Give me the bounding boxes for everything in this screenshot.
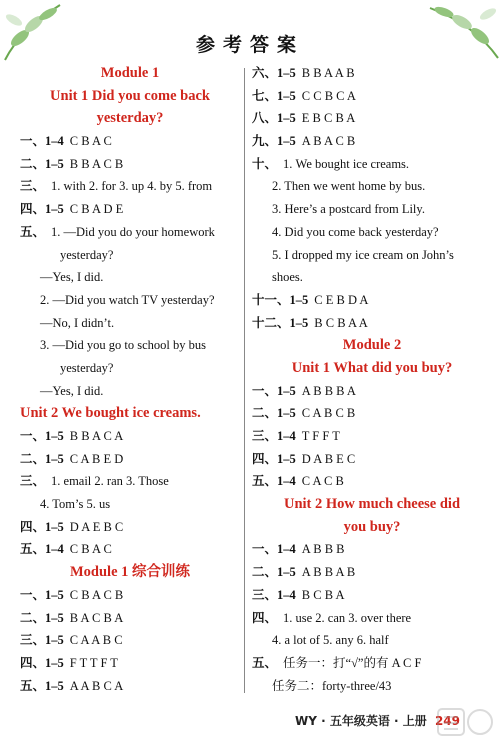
answer-line: —No, I didn’t. — [40, 315, 115, 330]
answer-line: 任务二：forty-three/43 — [272, 678, 392, 693]
answer-text: A A B C A — [69, 678, 124, 693]
answer-row — [20, 652, 240, 675]
answer-text: F T T F T — [69, 655, 118, 670]
page-title: 参考答案 — [195, 34, 304, 56]
answer-row — [252, 380, 492, 403]
question-label: 一、1–4 — [20, 134, 64, 149]
answer-line: 4. a lot of 5. any 6. half — [272, 633, 389, 648]
footer-book-info: WY · 五年级英语 · 上册 — [294, 714, 427, 728]
question-label: 二、1–5 — [252, 406, 296, 421]
section-heading: Unit 1 Did you come back — [50, 87, 210, 104]
answer-text: E B C B A — [301, 111, 356, 126]
answer-text: 1. —Did you do your homework — [51, 224, 215, 239]
answer-row — [252, 130, 492, 153]
answer-row — [20, 221, 240, 244]
answer-text: D A E B C — [69, 519, 124, 534]
answer-line: —Yes, I did. — [40, 270, 104, 285]
answer-text: B C B A A — [314, 315, 368, 330]
page-number: 249 — [434, 714, 460, 728]
answer-row — [252, 402, 492, 425]
question-label: 三、 — [20, 179, 46, 194]
answer-text: C B A C — [69, 542, 112, 557]
question-label: 一、1–4 — [252, 542, 296, 557]
answer-line: yesterday? — [60, 360, 114, 375]
answer-row — [252, 425, 492, 448]
question-label: 二、1–5 — [20, 156, 64, 171]
answer-row — [252, 85, 492, 108]
question-label: 八、1–5 — [252, 111, 296, 126]
section-heading: yesterday? — [96, 110, 164, 127]
question-label: 十一、1–5 — [252, 292, 309, 307]
answer-text: B A C B A — [69, 610, 124, 625]
answer-row — [20, 448, 240, 471]
answer-row — [20, 470, 240, 493]
question-label: 一、1–5 — [252, 383, 296, 398]
question-label: 二、1–5 — [20, 451, 64, 466]
answer-column-left — [20, 62, 240, 697]
answer-text: 任务一：打“√”的有 A C F — [283, 655, 422, 670]
answer-text: A B B A B — [301, 565, 356, 580]
question-label: 四、 — [252, 610, 278, 625]
answer-text: B C B A — [301, 587, 345, 602]
section-heading: you buy? — [343, 518, 401, 535]
answer-text: A B B B A — [301, 383, 356, 398]
answer-row — [252, 584, 492, 607]
answer-row — [20, 175, 240, 198]
question-label: 三、1–4 — [252, 429, 296, 443]
answer-text: B B A C B — [69, 156, 124, 171]
answer-row — [20, 675, 240, 698]
answer-text: C C B C A — [301, 88, 356, 103]
answer-text: C A A B C — [69, 633, 123, 648]
answer-row — [252, 312, 492, 335]
answer-line: —Yes, I did. — [40, 383, 104, 398]
question-label: 四、1–5 — [252, 451, 296, 466]
answer-text: B B A A B — [301, 66, 355, 80]
answer-row — [252, 470, 492, 493]
question-label: 五、 — [252, 655, 278, 670]
answer-line: yesterday? — [60, 247, 114, 262]
answer-line: 4. Did you come back yesterday? — [272, 224, 439, 239]
question-label: 三、 — [20, 474, 46, 489]
answer-text: C B A C B — [69, 587, 124, 602]
question-label: 四、1–5 — [20, 655, 64, 670]
answer-row — [20, 198, 240, 221]
question-label: 十二、1–5 — [252, 315, 309, 330]
answer-text: 1. use 2. can 3. over there — [283, 610, 412, 625]
answer-row — [20, 130, 240, 153]
answer-row — [252, 561, 492, 584]
answer-row — [20, 516, 240, 539]
answer-line: 2. —Did you watch TV yesterday? — [40, 292, 215, 307]
answer-text: 1. with 2. for 3. up 4. by 5. from — [51, 179, 213, 194]
question-label: 五、1–4 — [20, 542, 64, 557]
answer-row — [20, 629, 240, 652]
question-label: 五、1–4 — [252, 474, 296, 489]
answer-row — [252, 607, 492, 630]
question-label: 四、1–5 — [20, 202, 64, 217]
question-label: 一、1–5 — [20, 429, 64, 443]
answer-text: B B A C A — [69, 429, 124, 443]
answer-row — [252, 538, 492, 561]
answer-text: T F F T — [301, 429, 340, 443]
answer-text: C A B E D — [69, 451, 124, 466]
section-heading: Unit 2 How much cheese did — [283, 496, 461, 513]
answer-row — [20, 607, 240, 630]
answer-row — [252, 107, 492, 130]
answer-row — [20, 584, 240, 607]
answer-column-right — [252, 62, 492, 697]
question-label: 九、1–5 — [252, 134, 296, 149]
answer-text: C A C B — [301, 474, 344, 489]
section-heading: Module 1 — [100, 65, 160, 81]
answer-row — [252, 289, 492, 312]
section-heading: Unit 1 What did you buy? — [291, 359, 453, 376]
answer-row — [252, 153, 492, 176]
answer-text: C E B D A — [314, 292, 369, 307]
section-heading: Module 2 — [342, 337, 402, 354]
answer-line: 5. I dropped my ice cream on John’s — [272, 247, 454, 262]
answer-text: 1. We bought ice creams. — [283, 156, 410, 171]
question-label: 三、1–4 — [252, 587, 296, 602]
question-label: 十、 — [252, 156, 278, 171]
answer-text: C B A C — [69, 134, 112, 149]
answer-line: 3. Here’s a postcard from Lily. — [272, 202, 425, 217]
answer-text: A B A C B — [301, 134, 356, 149]
answer-line: shoes. — [272, 270, 303, 285]
question-label: 四、1–5 — [20, 519, 64, 534]
answer-row — [20, 153, 240, 176]
answer-row — [252, 448, 492, 471]
question-label: 六、1–5 — [252, 66, 296, 80]
question-label: 二、1–5 — [252, 565, 296, 580]
answer-text: C A B C B — [301, 406, 356, 421]
question-label: 二、1–5 — [20, 610, 64, 625]
answer-row — [252, 62, 492, 85]
question-label: 三、1–5 — [20, 633, 64, 648]
answer-text: D A B E C — [301, 451, 356, 466]
answer-line: 4. Tom’s 5. us — [40, 497, 111, 512]
answer-text: 1. email 2. ran 3. Those — [51, 474, 169, 489]
answer-text: C B A D E — [69, 202, 124, 217]
answer-row — [20, 425, 240, 448]
answer-row — [252, 652, 492, 675]
question-label: 五、 — [20, 224, 46, 239]
question-label: 七、1–5 — [252, 88, 296, 103]
question-label: 一、1–5 — [20, 587, 64, 602]
answer-row — [20, 538, 240, 561]
answer-line: 2. Then we went home by bus. — [272, 179, 426, 194]
question-label: 五、1–5 — [20, 678, 64, 693]
watermark-stamp-icon — [436, 705, 496, 739]
answer-line: 3. —Did you go to school by bus — [40, 338, 206, 353]
answer-text: A B B B — [301, 542, 345, 557]
column-divider — [244, 68, 245, 693]
section-heading: Module 1 综合训练 — [69, 564, 191, 581]
section-heading: Unit 2 We bought ice creams. — [20, 405, 201, 422]
